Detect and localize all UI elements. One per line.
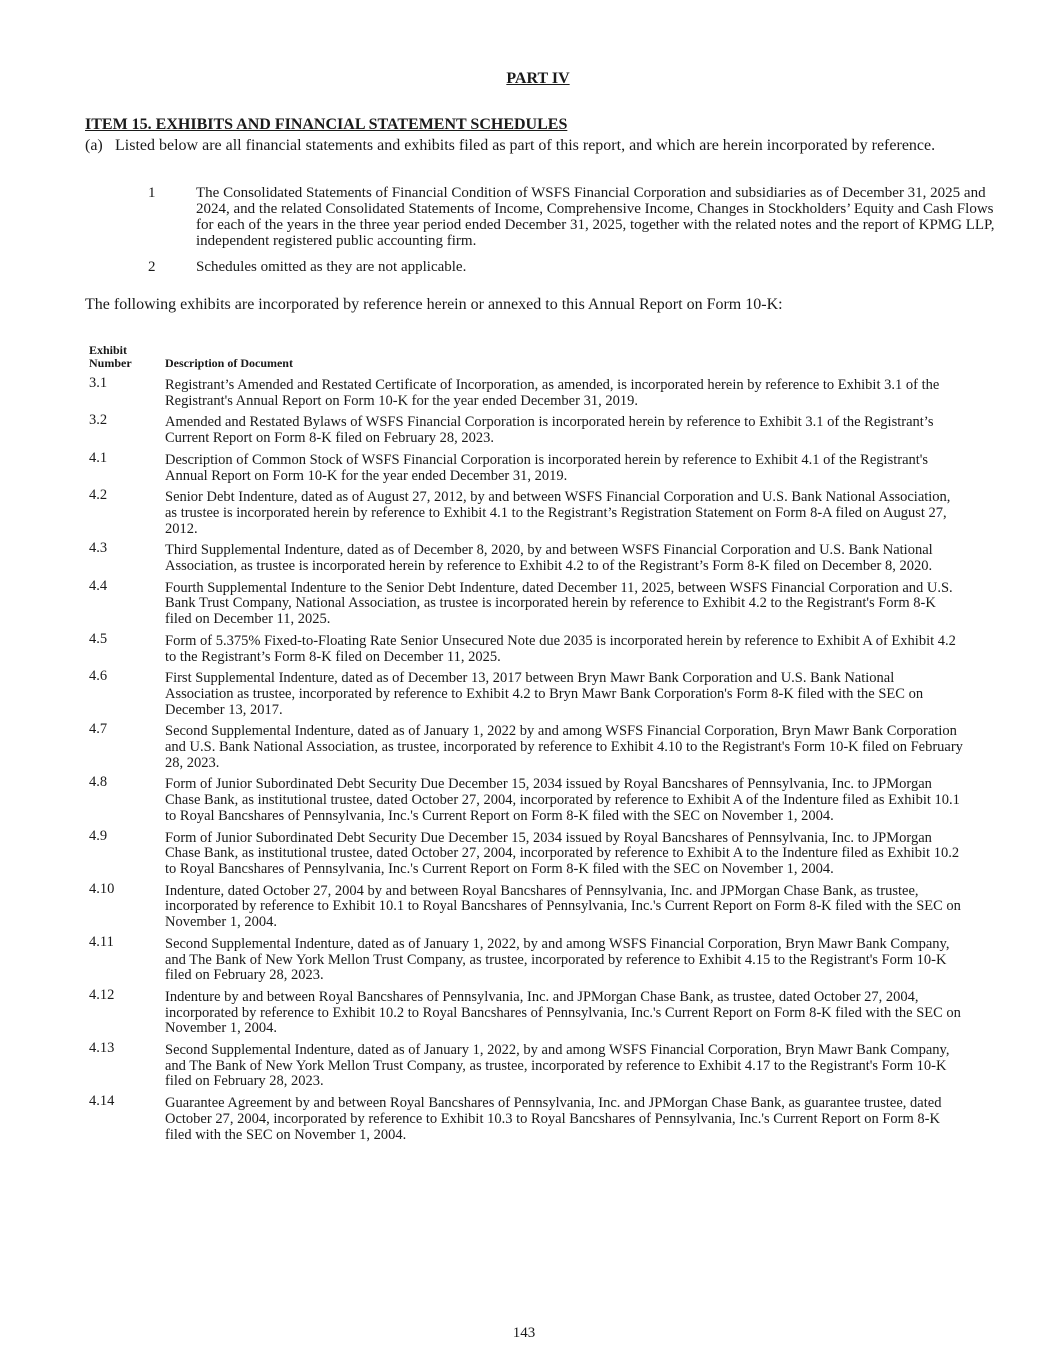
table-row [89,412,989,447]
exhibits-intro: The following exhibits are incorporated by reference herein or annexed to this Annual Report on Form 10-K: [85,296,783,313]
sub-item [148,185,1000,249]
table-row [89,933,989,984]
exhibit-description: Second Supplemental Indenture, dated as of January 1, 2022, by and among WSFS Financial Corporation, Bryn Mawr Bank Company, and The Bank of New York Mellon Trust Company, as trustee, incorporated by reference to Exhibit 4.17 to the Registrant's Form 10-K filed on February 28, 2023. [165,1042,950,1090]
exhibit-number: 4.1 [89,449,108,466]
exhibit-header-line1: Exhibit [89,343,128,357]
exhibit-number: 4.11 [89,933,114,950]
exhibit-header-line2: Number [89,356,132,370]
exhibit-number: 3.2 [89,412,108,429]
exhibit-number: 4.9 [89,827,108,844]
exhibit-number: 4.8 [89,774,108,791]
exhibit-description: Indenture by and between Royal Bancshares of Pennsylvania, Inc. and JPMorgan Chase Bank, as trustee, dated October 27, 2004, incorporated by reference to Exhibit 10.2 to Royal Bancshares of Pennsylvania, Inc.'s Current Report on Form 8-K filed with the SEC on November 1, 2004. [165,988,961,1037]
part-title: PART IV [506,70,570,87]
exhibit-description: Form of Junior Subordinated Debt Security Due December 15, 2034 issued by Royal Bancshares of Pennsylvania, Inc. to JPMorgan Chase Bank, as institutional trustee, dated October 27, 2004, incorporated by reference to Exhibit A to the Indenture filed as Exhibit 10.2 to Royal Bancshares of Pennsylvania, Inc.'s Current Report on Form 8-K filed with the SEC on November 1, 2004. [165,829,960,877]
exhibit-number: 4.7 [89,721,108,738]
table-row [89,668,989,718]
exhibit-description: Senior Debt Indenture, dated as of August 27, 2012, by and between WSFS Financial Corporation and U.S. Bank National Association, as trustee is incorporated herein by reference to Exhibit 4.1 to the Registrant’s Registration Statement on Form 8-A filed on August 27, 2012. [165,489,951,537]
exhibit-description: Form of 5.375% Fixed-to-Floating Rate Senior Unsecured Note due 2035 is incorporated herein by reference to Exhibit A of Exhibit 4.2 to the Registrant’s Form 8-K filed on December 11, 2025. [165,632,956,665]
exhibit-number: 4.13 [89,1040,115,1057]
table-row [89,986,989,1037]
exhibit-number: 4.14 [89,1093,115,1110]
table-row [89,880,989,931]
exhibit-description: Form of Junior Subordinated Debt Security Due December 15, 2034 issued by Royal Bancshares of Pennsylvania, Inc. to JPMorgan Chase Bank, as institutional trustee, dated October 27, 2004, incorporated by reference to Exhibit A of the Indenture filed as Exhibit 10.1 to Royal Bancshares of Pennsylvania, Inc.'s Current Report on Form 8-K filed with the SEC on November 1, 2004. [165,776,960,824]
exhibit-description: Third Supplemental Indenture, dated as of December 8, 2020, by and between WSFS Financial Corporation and U.S. Bank National Association, as trustee is incorporated herein by reference to Exhibit 4.2 to of the Registrant’s Form 8-K filed on December 8, 2020. [165,542,933,575]
exhibit-number: 4.12 [89,986,115,1003]
exhibit-description: Description of Common Stock of WSFS Financial Corporation is incorporated herein by reference to Exhibit 4.1 of the Registrant's Annual Report on Form 10-K for the year ended December 31, 2019. [165,451,929,484]
exhibit-number: 4.3 [89,540,108,557]
table-row [89,721,989,771]
exhibit-description: Amended and Restated Bylaws of WSFS Financial Corporation is incorporated herein by reference to Exhibit 3.1 of the Registrant’s Current Report on Form 8-K filed on February 28, 2023. [165,414,934,447]
sub-item [148,259,1000,275]
table-row [89,827,989,878]
exhibit-number: 3.1 [89,375,108,391]
exhibit-number: 4.10 [89,880,115,897]
item-title: ITEM 15. EXHIBITS AND FINANCIAL STATEMENT SCHEDULES [85,116,568,133]
table-row [89,630,989,665]
table-row [89,774,989,824]
table-row [89,540,989,575]
item-a-marker: (a) [85,137,103,154]
exhibits-list [89,375,989,1149]
item-a-paragraph [85,136,965,156]
exhibit-number: 4.2 [89,487,108,504]
exhibit-number: 4.4 [89,577,108,594]
table-row [89,1093,989,1143]
exhibit-description: Guarantee Agreement by and between Royal Bancshares of Pennsylvania, Inc. and JPMorgan Chase Bank, as guarantee trustee, dated October 27, 2004, incorporated by reference to Exhibit 10.3 to Royal Bancshares of Pennsylvania, Inc.'s Current Report on Form 8-K filed with the SEC on November 1, 2004. [165,1095,942,1143]
exhibit-number: 4.6 [89,668,108,685]
sub-item-number: 2 [148,259,156,275]
table-row [89,449,989,484]
table-row [89,487,989,537]
table-row [89,1040,989,1090]
exhibit-description: Second Supplemental Indenture, dated as of January 1, 2022 by and among WSFS Financial Corporation, Bryn Mawr Bank Corporation and U.S. Bank National Association, as trustee, incorporated by reference to Exhibit 4.10 to the Registrant's Form 10-K filed on February 28, 2023. [165,723,963,771]
page-number: 143 [512,1325,536,1341]
table-row [89,577,989,628]
sub-item-text: Schedules omitted as they are not applicable. [196,259,467,275]
exhibit-description: Fourth Supplemental Indenture to the Senior Debt Indenture, dated December 11, 2025, between WSFS Financial Corporation and U.S. Bank Trust Company, National Association, as trustee is incorporated herein by reference to Exhibit 4.2 to the Registrant's Form 8-K filed on December 11, 2025. [165,579,953,628]
exhibit-description: Registrant’s Amended and Restated Certificate of Incorporation, as amended, is incorporated herein by reference to Exhibit 3.1 of the Registrant's Annual Report on Form 10-K for the year ended December 31, 2019. [165,377,940,409]
exhibit-description: Second Supplemental Indenture, dated as of January 1, 2022, by and among WSFS Financial Corporation, Bryn Mawr Bank Company, and The Bank of New York Mellon Trust Company, as trustee, incorporated by reference to Exhibit 4.15 to the Registrant's Form 10-K filed on February 28, 2023. [165,935,950,984]
description-header: Description of Document [165,356,293,370]
exhibit-description: First Supplemental Indenture, dated as of December 13, 2017 between Bryn Mawr Bank Corporation and U.S. Bank National Association as trustee, incorporated by reference to Exhibit 4.2 to Bryn Mawr Bank Corporation's Form 8-K filed with the SEC on December 13, 2017. [165,670,924,718]
item-a-text: Listed below are all financial statements and exhibits filed as part of this report, and which are herein incorporated by reference. [115,137,936,154]
table-row [89,375,989,409]
sub-item-text: The Consolidated Statements of Financial Condition of WSFS Financial Corporation and subsidiaries as of December 31, 2025 and 2024, and the related Consolidated Statements of Income, Comprehensive Income, Changes in Stockholders’ Equity and Cash Flows for each of the years in the three year period ended December 31, 2025, together with the related notes and the report of KPMG LLP, independent registered public accounting firm. [196,185,995,249]
exhibit-description: Indenture, dated October 27, 2004 by and between Royal Bancshares of Pennsylvania, Inc. and JPMorgan Chase Bank, as trustee, incorporated by reference to Exhibit 10.1 to Royal Bancshares of Pennsylvania, Inc.'s Current Report on Form 8-K filed with the SEC on November 1, 2004. [165,882,961,931]
exhibit-number-header [89,344,132,370]
sub-item-number: 1 [148,185,156,201]
exhibit-number: 4.5 [89,630,108,647]
